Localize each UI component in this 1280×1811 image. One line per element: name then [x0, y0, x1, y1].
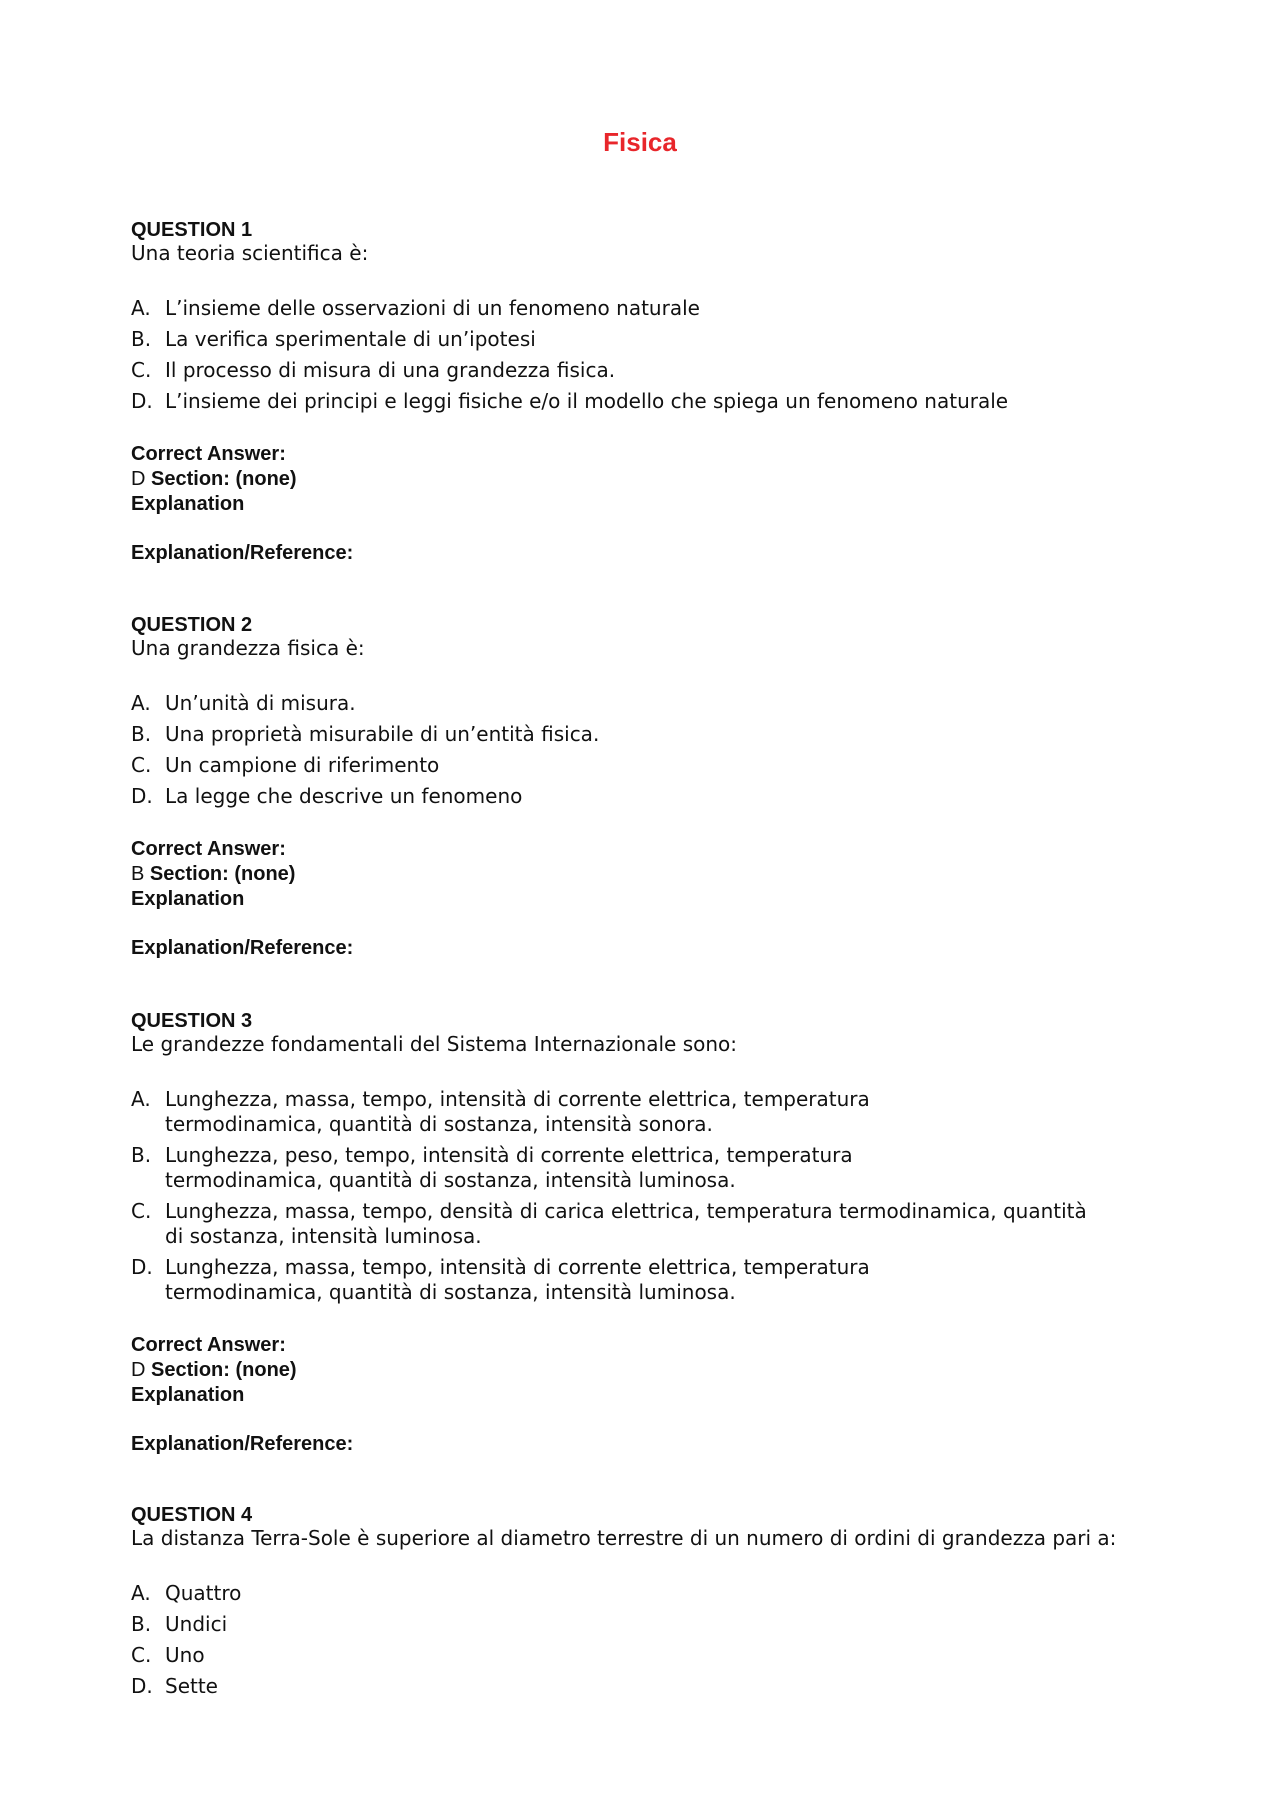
section-label: Section: (none) — [151, 1359, 297, 1381]
option-text: Un campione di riferimento — [165, 753, 440, 777]
question-text: Le grandezze fondamentali del Sistema Internazionale sono: — [131, 1032, 737, 1056]
question-heading: QUESTION 2 — [131, 614, 253, 636]
option-text: Quattro — [165, 1581, 242, 1605]
option-item — [131, 1255, 1141, 1305]
option-item — [131, 1143, 1141, 1193]
question-heading: QUESTION 4 — [131, 1504, 253, 1526]
option-letter: A. — [131, 1087, 151, 1111]
option-letter: D. — [131, 784, 153, 808]
explanation-label: Explanation — [131, 888, 245, 910]
correct-answer-label: Correct Answer: — [131, 838, 286, 860]
option-item — [131, 1581, 1141, 1606]
option-item — [131, 691, 1091, 716]
question-text: La distanza Terra-Sole è superiore al diametro terrestre di un numero di ordini di grandezza pari a: — [131, 1526, 1117, 1550]
answer-block — [131, 1333, 1141, 1408]
question-block — [131, 1010, 1141, 1457]
option-text: Un’unità di misura. — [165, 691, 356, 715]
answer-line — [131, 1358, 1141, 1383]
option-text: Il processo di misura di una grandezza fisica. — [165, 358, 616, 382]
option-letter: B. — [131, 1612, 152, 1636]
question-block — [131, 219, 1141, 566]
option-item — [131, 753, 1091, 778]
option-item — [131, 722, 1091, 747]
option-text: La legge che descrive un fenomeno — [165, 784, 523, 808]
option-text: Una proprietà misurabile di un’entità fisica. — [165, 722, 600, 746]
answer-line — [131, 467, 1141, 492]
correct-answer-label: Correct Answer: — [131, 1334, 286, 1356]
option-letter: B. — [131, 1143, 152, 1167]
explanation-reference-label: Explanation/Reference: — [131, 1433, 354, 1455]
option-letter: C. — [131, 358, 152, 382]
option-letter: D. — [131, 1255, 153, 1279]
option-text: Lunghezza, massa, tempo, densità di carica elettrica, temperatura termodinamica, quantità di sostanza, intensità luminosa. — [165, 1199, 1087, 1248]
correct-answer-label: Correct Answer: — [131, 443, 286, 465]
question-block — [131, 614, 1141, 961]
option-text: Uno — [165, 1643, 205, 1667]
option-list — [131, 296, 1091, 414]
option-letter: A. — [131, 1581, 151, 1605]
option-item — [131, 1612, 1141, 1637]
option-letter: C. — [131, 1199, 152, 1223]
section-label: Section: (none) — [149, 863, 296, 885]
option-item — [131, 327, 1091, 352]
option-item — [131, 784, 1091, 809]
option-text: Lunghezza, massa, tempo, intensità di corrente elettrica, temperatura termodinamica, quantità di sostanza, intensità luminosa. — [165, 1255, 870, 1304]
option-text: Lunghezza, massa, tempo, intensità di corrente elettrica, temperatura termodinamica, quantità di sostanza, intensità sonora. — [165, 1087, 870, 1136]
option-text: La verifica sperimentale di un’ipotesi — [165, 327, 536, 351]
question-text: Una teoria scientifica è: — [131, 241, 369, 265]
answer-letter: B — [131, 863, 145, 885]
explanation-reference-label: Explanation/Reference: — [131, 937, 354, 959]
option-letter: C. — [131, 753, 152, 777]
question-text: Una grandezza fisica è: — [131, 636, 365, 660]
option-item — [131, 1643, 1141, 1668]
section-label: Section: (none) — [151, 468, 297, 490]
question-heading: QUESTION 3 — [131, 1010, 253, 1032]
answer-letter: D — [131, 1359, 146, 1381]
option-list — [131, 1581, 1141, 1699]
option-letter: B. — [131, 327, 152, 351]
option-text: Undici — [165, 1612, 228, 1636]
option-letter: A. — [131, 691, 151, 715]
option-list — [131, 1087, 1141, 1305]
question-heading: QUESTION 1 — [131, 219, 253, 241]
explanation-reference-label: Explanation/Reference: — [131, 542, 354, 564]
explanation-label: Explanation — [131, 493, 245, 515]
answer-letter: D — [131, 468, 146, 490]
option-letter: D. — [131, 1674, 153, 1698]
option-text: L’insieme delle osservazioni di un fenomeno naturale — [165, 296, 700, 320]
option-item — [131, 1087, 1141, 1137]
option-text: Lunghezza, peso, tempo, intensità di corrente elettrica, temperatura termodinamica, quantità di sostanza, intensità luminosa. — [165, 1143, 853, 1192]
option-letter: A. — [131, 296, 151, 320]
option-item — [131, 296, 1091, 321]
option-item — [131, 389, 1091, 414]
option-letter: B. — [131, 722, 152, 746]
option-text: Sette — [165, 1674, 218, 1698]
document-title: Fisica — [603, 127, 677, 157]
answer-block — [131, 442, 1141, 517]
option-item — [131, 358, 1091, 383]
question-block — [131, 1504, 1141, 1705]
answer-block — [131, 837, 1141, 912]
option-letter: C. — [131, 1643, 152, 1667]
option-list — [131, 691, 1091, 809]
answer-line — [131, 862, 1141, 887]
option-text: L’insieme dei principi e leggi fisiche e/o il modello che spiega un fenomeno naturale — [165, 389, 1009, 413]
option-letter: D. — [131, 389, 153, 413]
option-item — [131, 1674, 1141, 1699]
explanation-label: Explanation — [131, 1384, 245, 1406]
option-item — [131, 1199, 1141, 1249]
